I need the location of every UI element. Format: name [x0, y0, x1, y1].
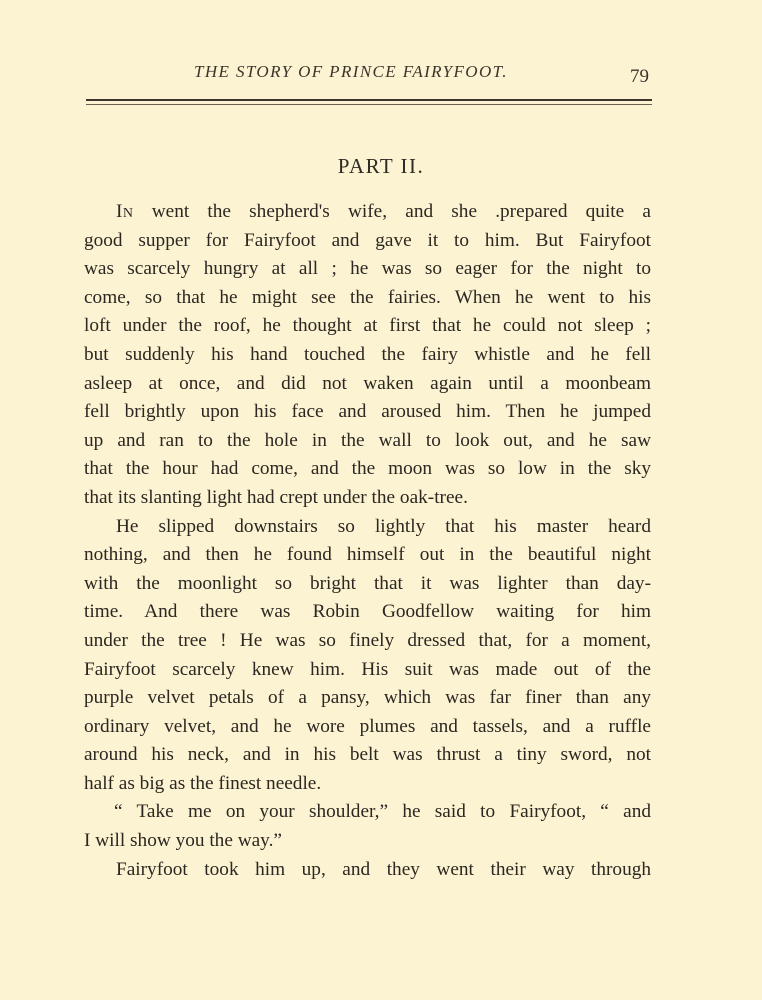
text-line: loft under the roof, he thought at first that he could not sleep ; [84, 315, 651, 337]
text-line: was scarcely hungry at all ; he was so eager for the night to [84, 258, 651, 280]
text-line: with the moonlight so bright that it was lighter than day- [84, 572, 651, 594]
header-rule [86, 99, 652, 101]
text-line: In went the shepherd's wife, and she .prepared quite a [116, 201, 651, 222]
drop-word: In [116, 201, 134, 222]
text-line: time. And there was Robin Goodfellow waiting for him [84, 601, 651, 623]
text-line: asleep at once, and did not waken again until a moonbeam [84, 372, 651, 394]
text-line: half as big as the finest needle. [84, 772, 322, 794]
text-line: I will show you the way.” [84, 830, 282, 852]
text-line: under the tree ! He was so finely dressed that, for a moment, [84, 629, 651, 651]
running-title: THE STORY OF PRINCE FAIRYFOOT. [194, 62, 508, 81]
text-line: Fairyfoot took him up, and they went their way through [116, 858, 651, 880]
text-line: come, so that he might see the fairies. When he went to his [84, 286, 651, 308]
text-line: up and ran to the hole in the wall to look out, and he saw [84, 429, 651, 451]
text-line: nothing, and then he found himself out in the beautiful night [84, 544, 651, 566]
part-heading: PART II. [337, 154, 425, 178]
page-number: 79 [630, 66, 649, 87]
text-line: but suddenly his hand touched the fairy whistle and he fell [84, 343, 651, 365]
text-line: purple velvet petals of a pansy, which was far finer than any [84, 687, 651, 709]
text-line: “ Take me on your shoulder,” he said to Fairyfoot, “ and [114, 801, 651, 823]
text-line: fell brightly upon his face and aroused him. Then he jumped [84, 401, 651, 423]
text-line: good supper for Fairyfoot and gave it to him. But Fairyfoot [84, 229, 651, 251]
text-line: Fairyfoot scarcely knew him. His suit was made out of the [84, 658, 651, 680]
text-line: ordinary velvet, and he wore plumes and tassels, and a ruffle [84, 715, 651, 737]
body-text [84, 198, 651, 884]
text-line: He slipped downstairs so lightly that his master heard [116, 515, 651, 537]
text-line: that the hour had come, and the moon was so low in the sky [84, 458, 651, 480]
text-line: that its slanting light had crept under the oak-tree. [84, 486, 468, 508]
header-rule-thin [86, 104, 652, 105]
text-line: around his neck, and in his belt was thrust a tiny sword, not [84, 744, 651, 766]
